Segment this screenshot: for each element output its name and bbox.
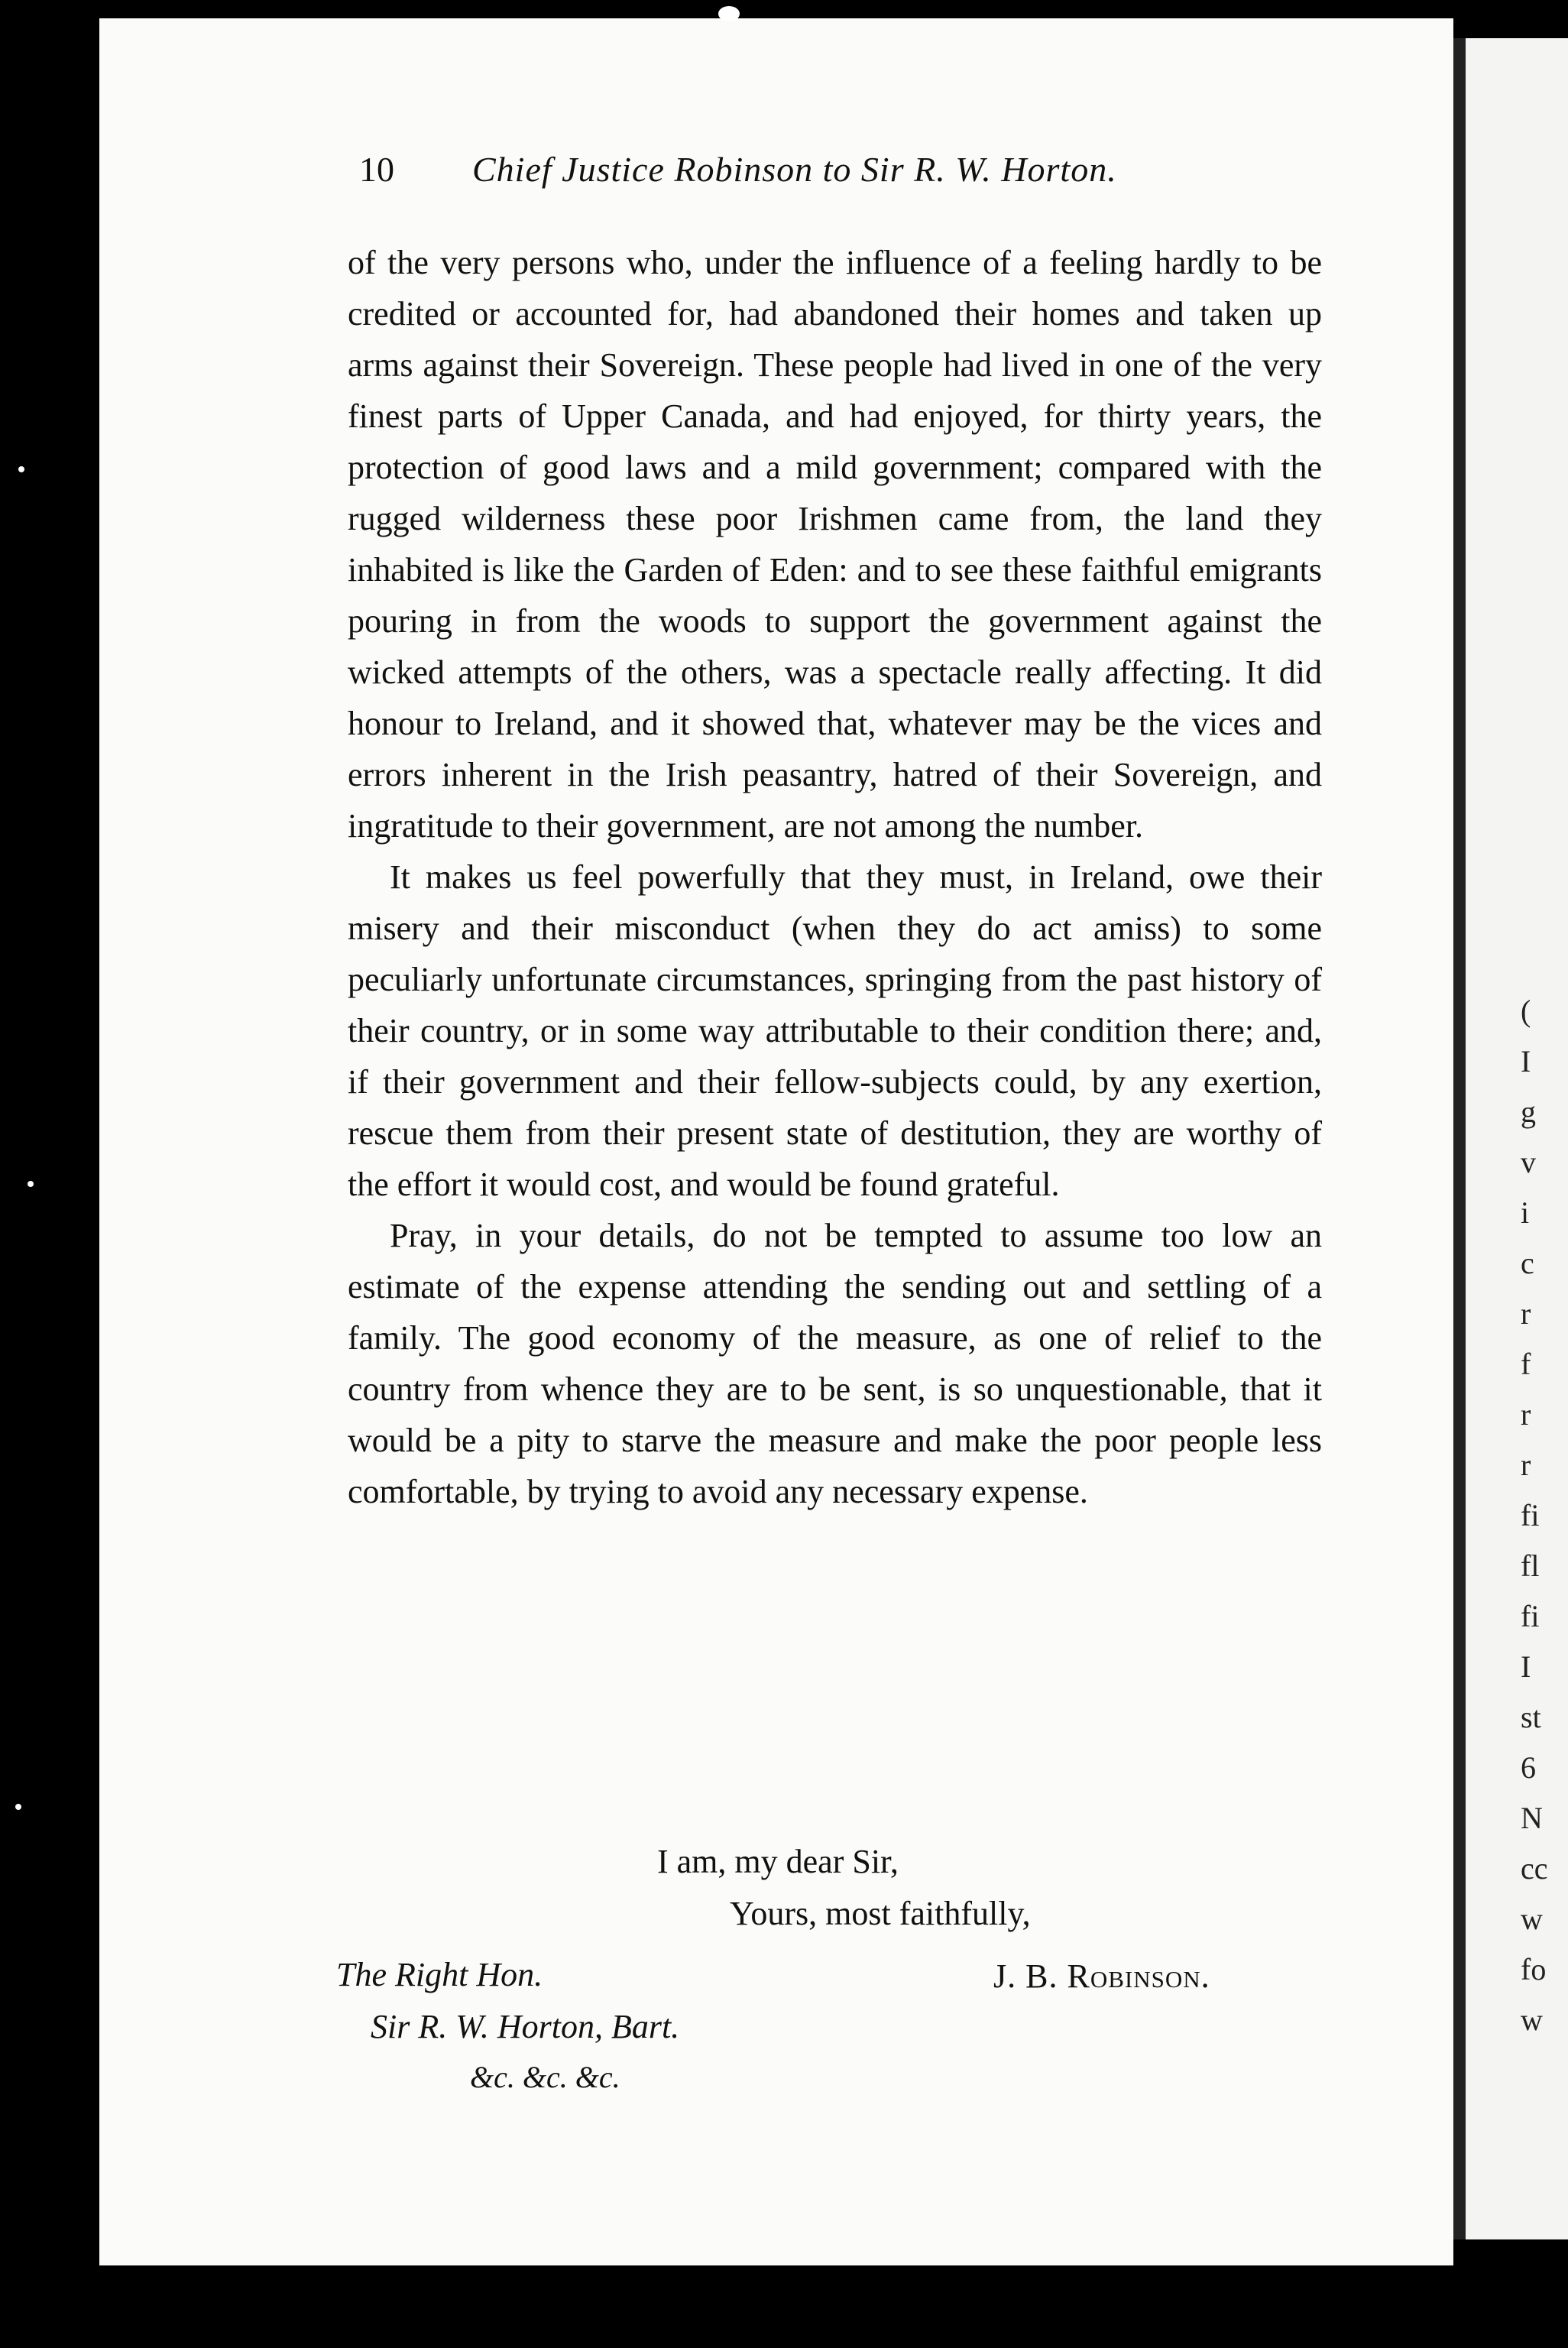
facing-page-fragment: r xyxy=(1521,1448,1531,1482)
facing-page-fragment: 6 xyxy=(1521,1750,1536,1785)
addressee-line-3: &c. &c. &c. xyxy=(470,2060,620,2094)
facing-page-fragment: fo xyxy=(1521,1952,1547,1986)
running-title: Chief Justice Robinson to Sir R. W. Horton. xyxy=(472,150,1117,189)
addressee-line-2: Sir R. W. Horton, Bart. xyxy=(371,2008,680,2045)
scan-speck xyxy=(718,6,740,21)
facing-page-fragment: I xyxy=(1521,1649,1531,1684)
closing-valediction: Yours, most faithfully, xyxy=(730,1895,1031,1932)
paragraph-1: of the very persons who, under the influence of a feeling hardly to be credited or accounted for, had abandoned their homes and taken up arms against their Sovereign. These people had lived in one of the very finest parts of Upper Canada, and had enjoyed, for thirty years, the protection of good laws and a mild government; compared with the rugged wilderness these poor Irishmen came from, the land they inhabited is like the Garden of Eden: and to see these faithful emigrants pouring in from the woods to support the government against the wicked attempts of the others, was a spectacle really affecting. It did honour to Ireland, and it showed that, whatever may be the vices and errors inherent in the Irish peasantry, hatred of their Sovereign, and ingratitude to their government, are not among the number. xyxy=(348,244,1322,845)
running-header xyxy=(359,149,1353,203)
facing-page-fragment: c xyxy=(1521,1246,1534,1280)
facing-page-fragment: I xyxy=(1521,1044,1531,1078)
facing-page-fragments xyxy=(1521,986,1568,2045)
facing-page-fragment: g xyxy=(1521,1095,1536,1129)
facing-page-fragment: N xyxy=(1521,1801,1543,1835)
facing-page-fragment: f xyxy=(1521,1347,1531,1381)
facing-page-fragment: st xyxy=(1521,1700,1541,1734)
facing-page-fragment: i xyxy=(1521,1195,1530,1230)
facing-page-fragment: v xyxy=(1521,1145,1536,1179)
facing-page-fragment: fi xyxy=(1521,1498,1540,1532)
facing-page-fragment: w xyxy=(1521,2003,1543,2037)
facing-page-fragment: r xyxy=(1521,1397,1531,1432)
facing-page-fragment: r xyxy=(1521,1296,1531,1331)
facing-page-fragment: ( xyxy=(1521,994,1531,1028)
facing-page-fragment: fi xyxy=(1521,1599,1540,1633)
page-gutter-shadow xyxy=(1453,38,1466,2239)
letter-body xyxy=(348,237,1322,1517)
page-number: 10 xyxy=(359,150,394,189)
addressee-line-1: The Right Hon. xyxy=(336,1956,543,1993)
paragraph-2: It makes us feel powerfully that they must, in Ireland, owe their misery and their misconduct (when they do act amiss) to some peculiarly unfortunate circumstances, springing from the past history of their country, or in some way attributable to their condition there; and, if their government and their fellow-subjects could, by any exertion, rescue them from their present state of destitution, they are worthy of the effort it would cost, and would be found grateful. xyxy=(348,858,1322,1203)
scan-speck xyxy=(15,1804,21,1810)
closing-salutation: I am, my dear Sir, xyxy=(657,1843,899,1880)
scan-speck xyxy=(28,1181,34,1187)
facing-page-fragment: fl xyxy=(1521,1549,1540,1583)
signature: J. B. Robinson. xyxy=(993,1957,1210,1995)
facing-page-fragment: w xyxy=(1521,1902,1543,1936)
scan-speck xyxy=(18,466,24,472)
facing-page-fragment: cc xyxy=(1521,1851,1548,1886)
paragraph-3: Pray, in your details, do not be tempted to assume too low an estimate of the expense attending the sending out and settling of a family. The good economy of the measure, as one of relief to the country from whence they are to be sent, is so unquestionable, that it would be a pity to starve the measure and make the poor people less comfortable, by trying to avoid any necessary expense. xyxy=(348,1217,1322,1510)
